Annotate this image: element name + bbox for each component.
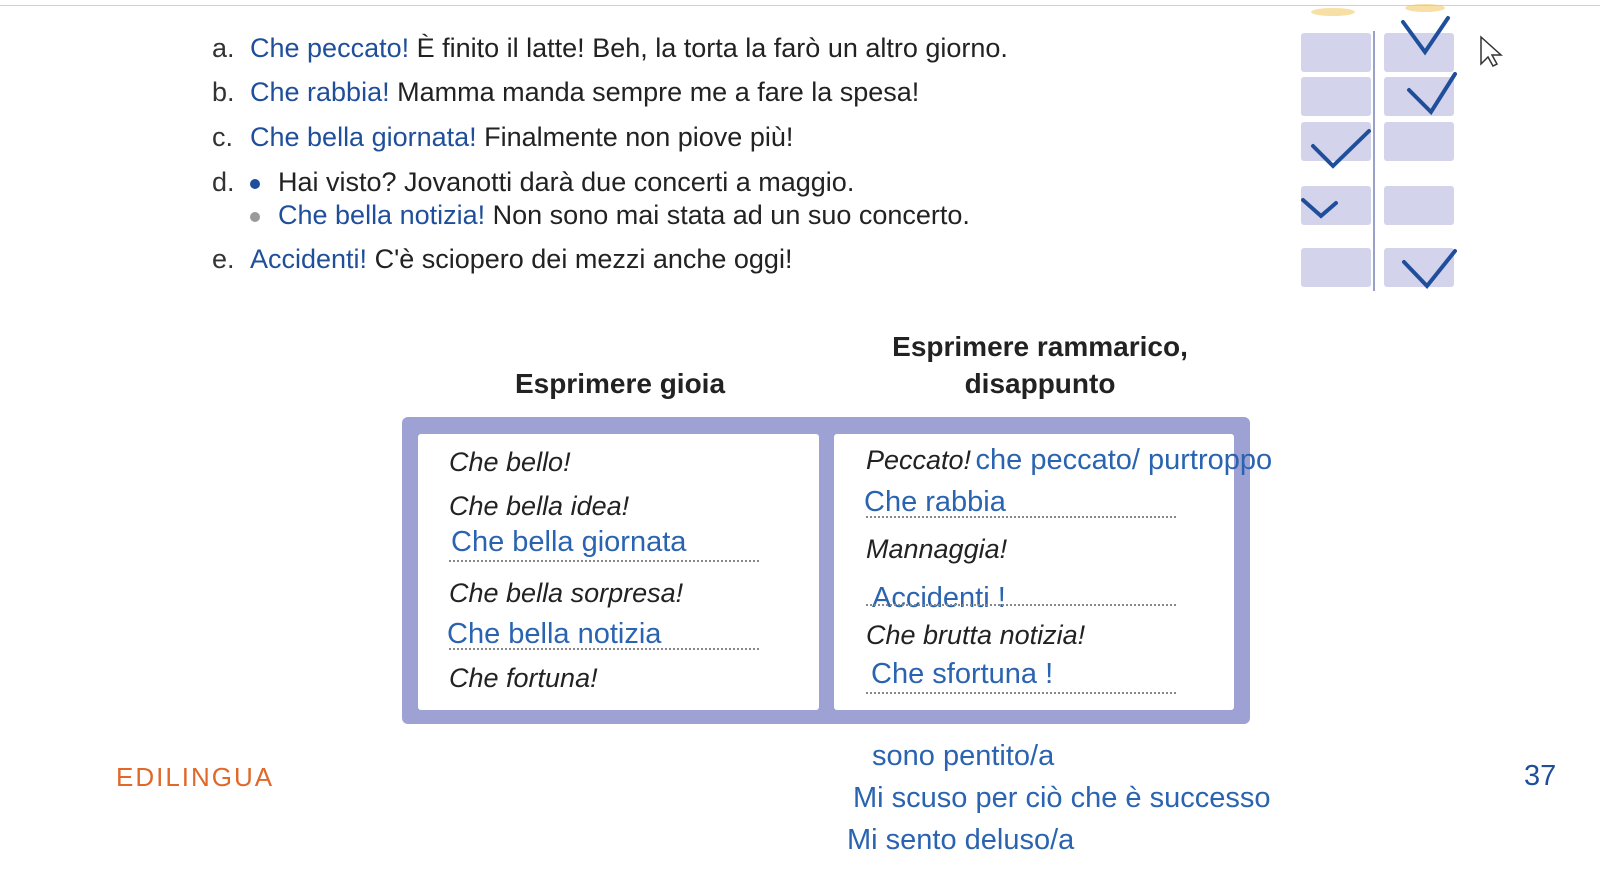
exercise-text: Non sono mai stata ad un suo concerto. xyxy=(485,200,970,230)
exercise-letter: e. xyxy=(212,244,235,274)
exercise-phrase: Che rabbia! xyxy=(250,77,390,107)
answer-line xyxy=(866,516,1176,518)
heading-rammarico-line1: Esprimere rammarico, xyxy=(892,331,1188,362)
exercise-phrase: Accidenti! xyxy=(250,244,368,274)
checkmark-d-icon xyxy=(1303,200,1336,216)
expression-item: Mannaggia! xyxy=(866,534,1008,564)
exercise-letter: a. xyxy=(212,33,235,63)
handwritten-answer: Che bella notizia xyxy=(447,618,662,650)
expression-item: Che bella sorpresa! xyxy=(449,578,684,608)
answer-line xyxy=(866,604,1176,606)
expression-row xyxy=(866,444,1272,477)
edilingua-logo: EDILINGUA xyxy=(116,762,275,792)
handwritten-note: sono pentito/a xyxy=(872,740,1055,772)
handwritten-answer: Che sfortuna ! xyxy=(871,658,1054,690)
checkmark-a-icon xyxy=(1403,18,1448,52)
exercise-text: Finalmente non piove più! xyxy=(476,122,794,152)
heading-rammarico-line2: disappunto xyxy=(964,368,1116,399)
expression-item: Che fortuna! xyxy=(449,663,598,693)
exercise-text: C'è sciopero dei mezzi anche oggi! xyxy=(367,244,793,274)
expression-item: Che bello! xyxy=(449,447,571,477)
answer-line xyxy=(449,560,759,562)
exercise-phrase: Che bella notizia! xyxy=(278,200,486,230)
exercise-letter: b. xyxy=(212,77,235,107)
expression-item: Che bella idea! xyxy=(449,491,630,521)
handwritten-note: Mi sento deluso/a xyxy=(847,824,1075,856)
highlight-mark xyxy=(1405,4,1445,12)
exercise-text: È finito il latte! Beh, la torta la farò un altro giorno. xyxy=(409,33,1008,63)
exercise-text: Mamma manda sempre me a fare la spesa! xyxy=(389,77,920,107)
checkmark-e-icon xyxy=(1404,251,1455,286)
expression-item: Peccato! xyxy=(866,445,972,475)
exercise-text: Hai visto? Jovanotti darà due concerti a maggio. xyxy=(278,167,855,197)
heading-gioia: Esprimere gioia xyxy=(514,368,726,399)
exercise-phrase: Che bella giornata! xyxy=(250,122,477,152)
exercise-letter: d. xyxy=(212,167,235,197)
checkmark-b-icon xyxy=(1409,74,1455,112)
page-number: 37 xyxy=(1524,760,1557,792)
handwritten-answer: che peccato/ purtroppo xyxy=(975,444,1273,476)
handwritten-note: Mi scuso per ciò che è successo xyxy=(853,782,1271,814)
highlight-mark xyxy=(1311,8,1355,16)
exercise-letter: c. xyxy=(212,122,234,152)
expression-item: Che brutta notizia! xyxy=(866,620,1086,650)
checkmark-c-icon xyxy=(1313,131,1369,166)
mouse-cursor-icon xyxy=(1481,37,1501,66)
handwritten-answer: Che bella giornata xyxy=(451,526,687,558)
answer-line xyxy=(449,648,759,650)
handwritten-answer: Accidenti ! xyxy=(872,582,1006,614)
answer-line xyxy=(866,692,1176,694)
exercise-phrase: Che peccato! xyxy=(250,33,410,63)
handwritten-answer: Che rabbia xyxy=(864,486,1006,518)
